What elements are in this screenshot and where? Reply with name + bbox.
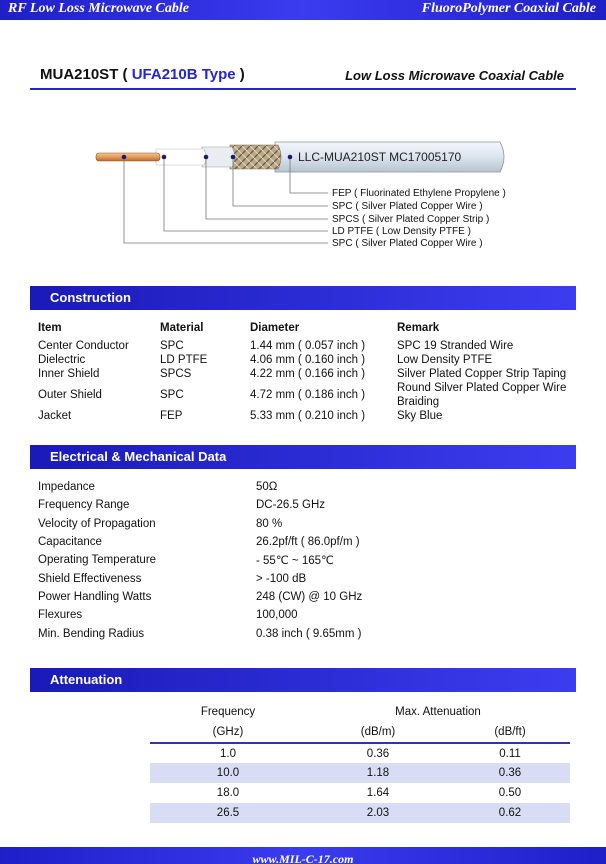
column-header: Remark xyxy=(397,322,440,334)
table-cell: 2.03 xyxy=(306,803,450,823)
table-cell: Sky Blue xyxy=(397,410,443,422)
property-value: DC-26.5 GHz xyxy=(256,499,326,512)
section-title: Attenuation xyxy=(50,672,123,687)
page-title xyxy=(40,66,245,83)
table-row xyxy=(38,367,575,381)
table-row xyxy=(38,381,575,409)
table-cell: Jacket xyxy=(38,410,72,422)
table-cell: 5.33 mm ( 0.210 inch ) xyxy=(250,410,366,422)
property-label: Shield Effectiveness xyxy=(38,572,142,585)
model-name: MUA210ST ( xyxy=(40,66,132,83)
table-row xyxy=(38,496,456,514)
property-value: 248 (CW) @ 10 GHz xyxy=(256,590,363,603)
table-cell: Center Conductor xyxy=(38,340,129,352)
callout-inner-shield: SPCS ( Silver Plated Copper Strip ) xyxy=(332,214,490,225)
callout-jacket: FEP ( Fluorinated Ethylene Propylene ) xyxy=(332,188,506,199)
table-row xyxy=(38,533,456,551)
column-header: Item xyxy=(38,322,62,334)
table-cell: 0.36 xyxy=(366,747,390,760)
model-type: UFA210B Type xyxy=(131,66,236,83)
table-row xyxy=(38,409,575,423)
attenuation-table xyxy=(150,703,570,823)
banner-left-text: RF Low Loss Microwave Cable xyxy=(8,1,189,16)
property-label: Operating Temperature xyxy=(38,554,157,567)
callout-center-conductor: SPC ( Silver Plated Copper Wire ) xyxy=(332,238,483,249)
property-value: 0.38 inch ( 9.65mm ) xyxy=(256,627,362,640)
table-row xyxy=(150,803,570,823)
table-row xyxy=(38,478,456,496)
table-cell: SPC xyxy=(160,340,184,352)
property-value: - 55℃ ~ 165℃ xyxy=(256,555,334,568)
section-attenuation xyxy=(30,668,576,692)
cable-print-text: LLC-MUA210ST MC17005170 xyxy=(298,150,462,164)
table-cell: 0.36 xyxy=(450,763,570,783)
title-divider xyxy=(30,88,576,90)
footer-banner xyxy=(0,847,606,864)
page-subtitle: Low Loss Microwave Coaxial Cable xyxy=(345,68,564,83)
table-cell: 1.0 xyxy=(220,747,236,760)
table-header-row xyxy=(38,322,575,339)
table-cell: 26.5 xyxy=(150,803,306,823)
table-cell: Dielectric xyxy=(38,354,86,366)
table-cell: FEP xyxy=(160,410,183,422)
unit-header: (dB/m) xyxy=(306,721,450,743)
table-row xyxy=(150,763,570,783)
table-row xyxy=(38,551,456,569)
section-electrical xyxy=(30,445,576,469)
table-cell: SPCS xyxy=(160,368,192,380)
property-label: Power Handling Watts xyxy=(38,590,152,603)
property-value: 26.2pf/ft ( 86.0pf/m ) xyxy=(256,536,360,549)
table-row xyxy=(38,606,456,624)
property-label: Min. Bending Radius xyxy=(38,627,145,640)
column-header: Max. Attenuation xyxy=(395,706,481,718)
table-header-row xyxy=(150,703,570,721)
model-name-end: ) xyxy=(235,66,245,83)
table-row xyxy=(38,515,456,533)
column-header: Diameter xyxy=(250,322,300,334)
property-value: 50Ω xyxy=(256,481,278,494)
table-cell: 4.72 mm ( 0.186 inch ) xyxy=(250,389,366,401)
table-cell: LD PTFE xyxy=(160,354,208,366)
footer-url[interactable]: www.MIL-C-17.com xyxy=(252,852,354,864)
table-row xyxy=(38,353,575,367)
property-value: 80 % xyxy=(256,517,283,530)
table-cell: 1.44 mm ( 0.057 inch ) xyxy=(250,340,366,352)
table-cell: 4.06 mm ( 0.160 inch ) xyxy=(250,354,366,366)
banner-right-text: FluoroPolymer Coaxial Cable xyxy=(421,1,596,16)
table-row xyxy=(150,743,570,763)
table-cell: Low Density PTFE xyxy=(397,354,493,366)
table-cell: 0.50 xyxy=(498,787,522,799)
table-cell: 1.64 xyxy=(366,787,390,799)
callout-outer-shield: SPC ( Silver Plated Copper Wire ) xyxy=(332,201,483,212)
section-title: Construction xyxy=(50,290,131,305)
top-banner xyxy=(0,0,606,20)
column-header: Material xyxy=(160,322,204,334)
property-value: > -100 dB xyxy=(256,572,307,585)
table-row xyxy=(38,339,575,353)
table-row xyxy=(38,588,456,606)
table-cell: SPC 19 Stranded Wire xyxy=(397,340,514,352)
table-cell: 0.62 xyxy=(450,803,570,823)
table-cell: Silver Plated Copper Strip Taping xyxy=(397,368,567,380)
callout-dielectric: LD PTFE ( Low Density PTFE ) xyxy=(332,226,471,237)
table-row xyxy=(38,624,456,642)
cable-diagram xyxy=(90,130,530,260)
table-units-row xyxy=(150,721,570,743)
construction-table xyxy=(38,322,575,423)
title-row xyxy=(30,64,570,86)
table-cell: 1.18 xyxy=(306,763,450,783)
table-cell: 4.22 mm ( 0.166 inch ) xyxy=(250,368,366,380)
unit-header: (dB/ft) xyxy=(450,721,570,743)
section-construction xyxy=(30,286,576,310)
table-cell: 0.11 xyxy=(499,747,521,760)
property-label: Frequency Range xyxy=(38,499,130,512)
table-cell: Inner Shield xyxy=(38,368,100,380)
column-header: Frequency xyxy=(200,706,256,718)
electrical-table xyxy=(38,478,456,643)
table-cell: 18.0 xyxy=(216,787,240,799)
property-value: 100,000 xyxy=(256,609,298,622)
property-label: Flexures xyxy=(38,609,83,622)
table-row xyxy=(150,783,570,803)
property-label: Velocity of Propagation xyxy=(38,517,156,530)
table-cell: Outer Shield xyxy=(38,389,102,401)
table-cell: Round Silver Plated Copper Wire Braiding xyxy=(397,382,567,408)
section-title: Electrical & Mechanical Data xyxy=(50,449,227,464)
property-label: Impedance xyxy=(38,481,95,494)
table-cell: SPC xyxy=(160,389,184,401)
table-row xyxy=(38,569,456,587)
property-label: Capacitance xyxy=(38,536,102,549)
unit-header: (GHz) xyxy=(150,721,306,743)
table-cell: 10.0 xyxy=(150,763,306,783)
